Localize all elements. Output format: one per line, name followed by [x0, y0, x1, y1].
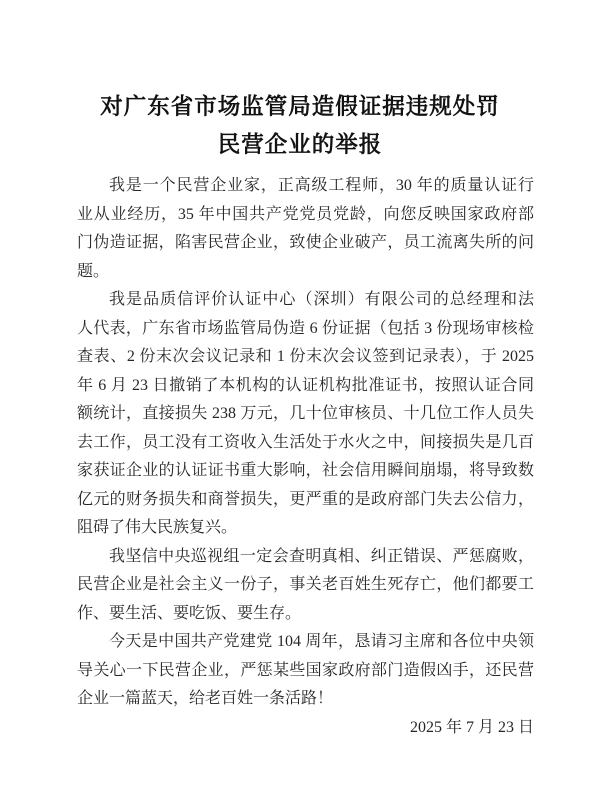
- text-line: 年 6 月 23 日撤销了本机构的认证机构批准证书，按照认证合同: [77, 376, 534, 394]
- text-line: 我坚信中央巡视组一定会查明真相、纠正错误、严惩腐败，: [109, 547, 534, 565]
- text-line: 企业一篇蓝天，给老百姓一条活路！: [77, 690, 334, 707]
- paragraph: [77, 172, 534, 286]
- document-body: [77, 172, 534, 714]
- document-title: [40, 88, 560, 164]
- title-line-2: 民营企业的举报: [217, 132, 383, 157]
- paragraph: [77, 628, 534, 714]
- text-line: 人代表，广东省市场监管局伪造 6 份证据（包括 3 份现场审核检: [77, 319, 534, 337]
- text-line: 阻碍了伟大民族复兴。: [77, 519, 238, 536]
- paragraph: [77, 286, 534, 543]
- text-line: 去工作，员工没有工资收入生活处于水火之中，间接损失是几百: [77, 433, 534, 451]
- text-line: 我是一个民营企业家，正高级工程师，30 年的质量认证行: [109, 177, 534, 194]
- title-line-1: 对广东省市场监管局造假证据违规处罚: [100, 94, 500, 119]
- text-line: 业从业经历，35 年中国共产党党员党龄，向您反映国家政府部: [77, 205, 534, 223]
- text-line: 题。: [77, 262, 110, 280]
- paragraph: [77, 543, 534, 629]
- text-line: 门伪造证据，陷害民营企业，致使企业破产，员工流离失所的问: [77, 234, 534, 251]
- text-line: 亿元的财务损失和商誉损失，更严重的是政府部门失去公信力，: [77, 490, 534, 508]
- text-line: 导关心一下民营企业，严惩某些国家政府部门造假凶手，还民营: [77, 661, 534, 679]
- date-line: 2025 年 7 月 23 日: [409, 718, 534, 736]
- text-line: 民营企业是社会主义一份子，事关老百姓生死存亡，他们都要工: [77, 576, 534, 593]
- text-line: 家获证企业的认证证书重大影响，社会信用瞬间崩塌，将导致数: [77, 462, 534, 479]
- text-line: 今天是中国共产党建党 104 周年，恳请习主席和各位中央领: [109, 633, 534, 650]
- text-line: 作、要生活、要吃饭、要生存。: [77, 604, 302, 622]
- text-line: 我是品质信评价认证中心（深圳）有限公司的总经理和法: [109, 291, 534, 308]
- text-line: 查表、2 份末次会议记录和 1 份末次会议签到记录表），于 2025: [77, 348, 534, 365]
- text-line: 额统计，直接损失 238 万元，几十位审核员、十几位工作人员失: [77, 405, 534, 422]
